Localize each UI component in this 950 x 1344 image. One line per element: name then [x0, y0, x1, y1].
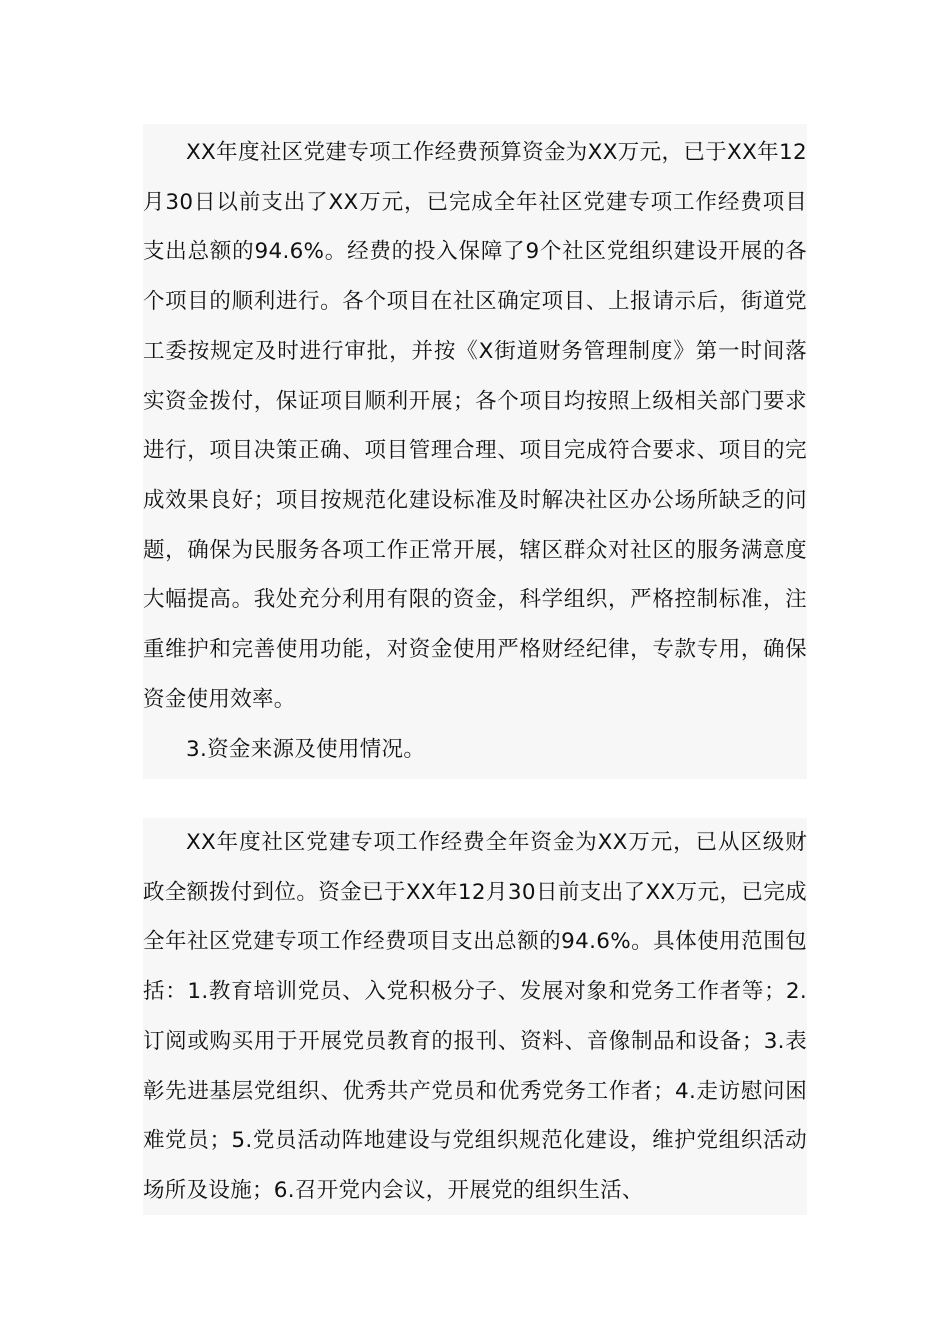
heading-block [143, 721, 807, 779]
section-heading-3: 3.资金来源及使用情况。 [186, 737, 426, 762]
paragraph-block-1 [143, 124, 807, 721]
budget-paragraph: XX年度社区党建专项工作经费预算资金为XX万元，已于XX年12月30日以前支出了XX万元，已完成全年社区党建专项工作经费项目支出总额的94.6%。经费的投入保障了9个社区党组织建设开展的各个项目的顺利进行。各个项目在社区确定项目、上报请示后，街道党工委按规定及时进行审批，并按《X街道财务管理制度》第一时间落实资金拨付，保证项目顺利开展；各个项目均按照上级相关部门要求进行，项目决策正确、项目管理合理、项目完成符合要求、项目的完成效果良好；项目按规范化建设标准及时解决社区办公场所缺乏的问题，确保为民服务各项工作正常开展，辖区群众对社区的服务满意度大幅提高。我处充分利用有限的资金，科学组织，严格控制标准，注重维护和完善使用功能，对资金使用严格财经纪律，专款专用，确保资金使用效率。 [143, 140, 807, 712]
paragraph-block-3 [143, 818, 807, 1215]
funding-paragraph: XX年度社区党建专项工作经费全年资金为XX万元，已从区级财政全额拨付到位。资金已于XX年12月30日前支出了XX万元，已完成全年社区党建专项工作经费项目支出总额的94.6%。具体使用范围包括：1.教育培训党员、入党积极分子、发展对象和党务工作者等；2.订阅或购买用于开展党员教育的报刊、资料、音像制品和设备；3.表彰先进基层党组织、优秀共产党员和优秀党务工作者；4.走访慰问困难党员；5.党员活动阵地建设与党组织规范化建设，维护党组织活动场所及设施；6.召开党内会议，开展党的组织生活、 [143, 830, 807, 1203]
